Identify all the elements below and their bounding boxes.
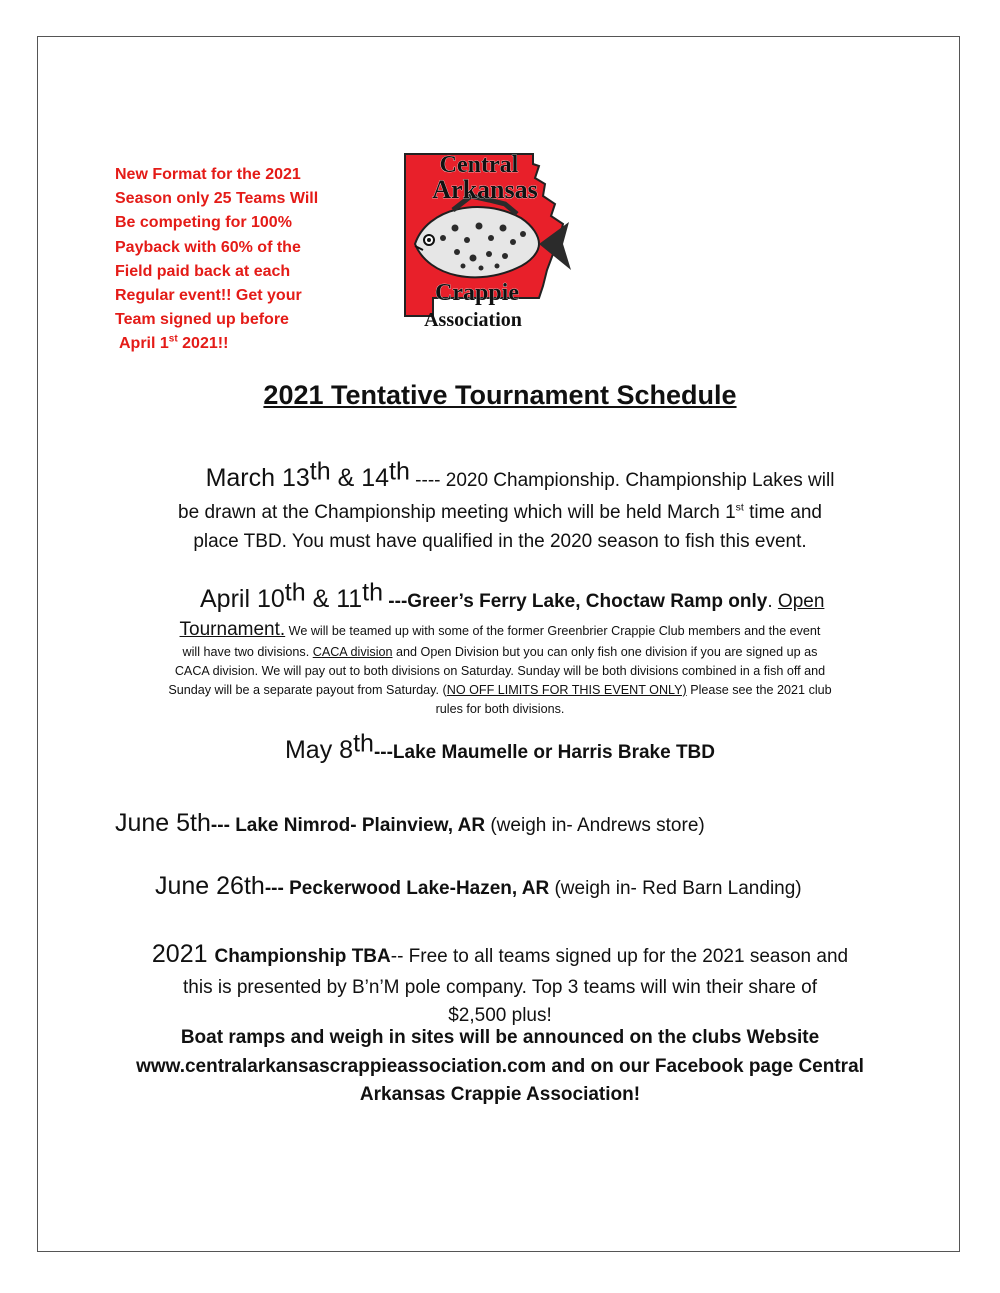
promo-text [115, 163, 355, 357]
promo-line: Field paid back at each [115, 262, 291, 280]
logo-word-association: Association [424, 309, 522, 330]
promo-deadline: April 1st 2021!! [119, 334, 229, 353]
page-title: 2021 Tentative Tournament Schedule [263, 380, 737, 410]
event-june-26: June 26th--- Peckerwood Lake-Hazen, AR (weigh in- Red Barn Landing) [155, 872, 802, 900]
footer-announcement [80, 1024, 920, 1110]
event-march: March 13th & 14th ---- 2020 Championship. Championship Lakes will be drawn at the Championship meeting which will be held March 1st time and place TBD. You must have qualified in the 2020 season to fish this event. [178, 457, 835, 552]
logo-word-crappie: Crappie [435, 280, 519, 306]
footer-line: www.centralarkansascrappieassociation.com and on our Facebook page Central [136, 1055, 864, 1077]
logo-word-arkansas: Arkansas [432, 175, 538, 204]
event-april: April 10th & 11th ---Greer’s Ferry Lake, Choctaw Ramp only. Open [200, 578, 825, 613]
event-april-details: Tournament. We will be teamed up with some of the former Greenbrier Crappie Club members and the event will have two divisions. CACA division and Open Division but you can only fish one division if you are signed up as CACA division. We will pay out to both divisions on Saturday. Sunday will be both divisions combined in a fish off and Sunday will be a separate payout from Saturday. (NO OFF LIMITS FOR THIS EVENT ONLY) Please see the 2021 club rules for both divisions. [168, 619, 832, 716]
event-june-5: June 5th--- Lake Nimrod- Plainview, AR (weigh in- Andrews store) [115, 809, 705, 837]
event-may: May 8th---Lake Maumelle or Harris Brake TBD [284, 729, 715, 764]
promo-line: Season only 25 Teams Will [115, 190, 319, 208]
promo-line: Payback with 60% of the [115, 238, 301, 256]
logo-word-central: Central [439, 152, 519, 178]
footer-line: Boat ramps and weigh in sites will be announced on the clubs Website [180, 1027, 820, 1048]
promo-line: New Format for the 2021 [115, 166, 301, 183]
promo-line: Regular event!! Get your [115, 287, 302, 305]
association-logo [393, 148, 589, 330]
footer-line: Arkansas Crappie Association! [359, 1084, 641, 1105]
promo-line: Be competing for 100% [115, 214, 292, 232]
promo-line: Team signed up before [115, 311, 289, 329]
event-championship: 2021 Championship TBA-- Free to all teams signed up for the 2021 season and this is presented by B’n’M pole company. Top 3 teams will win their share of $2,500 plus! [151, 940, 849, 1026]
